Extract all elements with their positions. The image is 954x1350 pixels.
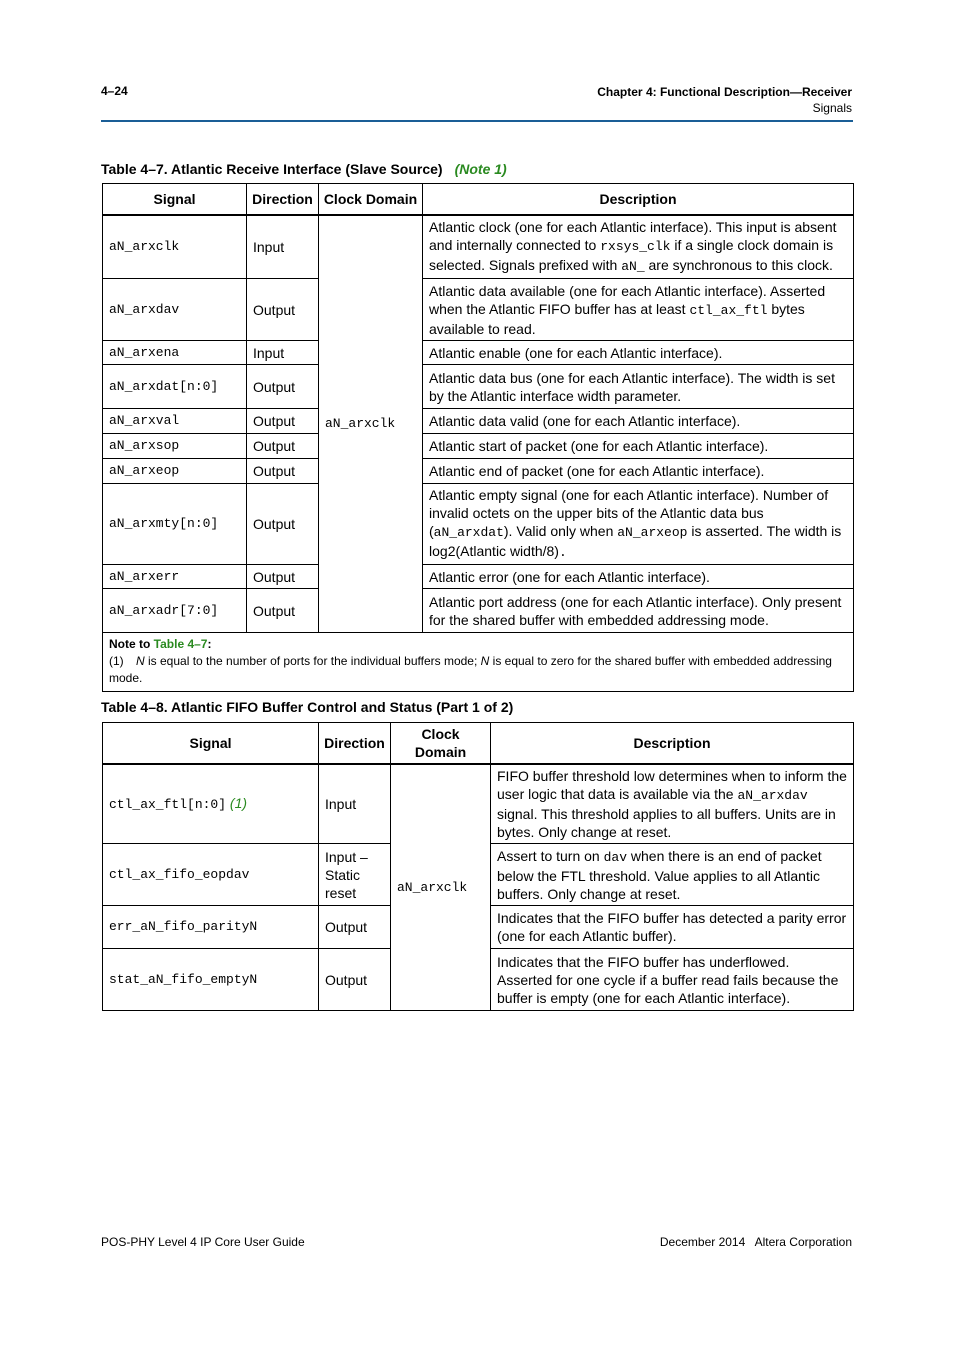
col-header-description: Description	[423, 184, 854, 216]
description-cell: Atlantic data bus (one for each Atlantic interface). The width is set by the Atlantic interface width parameter.	[423, 365, 854, 409]
description-cell: Atlantic empty signal (one for each Atlantic interface). Number of invalid octets on the upper bits of the Atlantic data bus (aN_arxdat). Valid only when aN_arxeop is asserted. The width is log2(Atlantic width/8).	[423, 484, 854, 565]
signal-note-link[interactable]: (1)	[229, 795, 248, 811]
table-notes	[103, 633, 854, 692]
table-row	[103, 459, 854, 484]
table-row	[103, 764, 854, 844]
description-cell: Atlantic start of packet (one for each Atlantic interface).	[423, 434, 854, 459]
running-header	[597, 84, 852, 116]
signal-cell: stat_aN_fifo_emptyN	[103, 949, 319, 1011]
header-rule	[101, 120, 853, 122]
table-7-notes-row	[103, 633, 854, 692]
direction-cell: Output	[247, 279, 319, 341]
signal-cell: aN_arxmty[n:0]	[103, 484, 247, 565]
signal-cell: aN_arxval	[103, 409, 247, 434]
signal-cell: ctl_ax_fifo_eopdav	[103, 844, 319, 906]
direction-cell: Output	[247, 365, 319, 409]
page-number: 4–24	[101, 84, 128, 98]
signal-cell: aN_arxsop	[103, 434, 247, 459]
signal-cell: err_aN_fifo_parityN	[103, 906, 319, 949]
col-header-clock-domain: Clock Domain	[319, 184, 423, 216]
description-cell: Atlantic enable (one for each Atlantic interface).	[423, 341, 854, 365]
table-row	[103, 341, 854, 365]
table-row	[103, 409, 854, 434]
signal-cell: aN_arxadr[7:0]	[103, 589, 247, 633]
table-8	[102, 722, 854, 1011]
direction-cell: Output	[247, 459, 319, 484]
note-1: (1) N is equal to the number of ports for the individual buffers mode; N is equal to zero for the shared buffer with embedded addressing mode.	[109, 654, 832, 685]
table-row	[103, 365, 854, 409]
description-cell: Atlantic end of packet (one for each Atlantic interface).	[423, 459, 854, 484]
signal-cell: aN_arxena	[103, 341, 247, 365]
description-cell: Atlantic data available (one for each Atlantic interface). Asserted when the Atlantic FIFO buffer has at least ctl_ax_ftl bytes available to read.	[423, 279, 854, 341]
description-cell: Atlantic clock (one for each Atlantic interface). This input is absent and internally connected to rxsys_clk if a single clock domain is selected. Signals prefixed with aN_ are synchronous to this clock.	[423, 215, 854, 279]
footer-guide-title: POS-PHY Level 4 IP Core User Guide	[101, 1235, 305, 1249]
col-header-description: Description	[491, 723, 854, 765]
col-header-direction: Direction	[247, 184, 319, 216]
table-7-note-link[interactable]: (Note 1)	[454, 161, 507, 177]
description-cell: Indicates that the FIFO buffer has detected a parity error (one for each Atlantic buffer).	[491, 906, 854, 949]
direction-cell: Output	[247, 565, 319, 589]
table-7	[102, 183, 854, 692]
table-8-header-row	[103, 723, 854, 765]
chapter-title: Chapter 4: Functional Description—Receiver	[597, 85, 852, 99]
direction-cell: Output	[319, 949, 391, 1011]
table-row	[103, 589, 854, 633]
direction-cell: Output	[247, 434, 319, 459]
direction-cell: Output	[247, 484, 319, 565]
table-row	[103, 279, 854, 341]
signal-cell: aN_arxeop	[103, 459, 247, 484]
table-row	[103, 484, 854, 565]
signal-cell: aN_arxdav	[103, 279, 247, 341]
signal-cell: aN_arxerr	[103, 565, 247, 589]
description-cell: Assert to turn on dav when there is an end of packet below the FTL threshold. Value applies to all Atlantic buffers. Only change at reset.	[491, 844, 854, 906]
direction-cell: Input	[319, 764, 391, 844]
direction-cell: Input	[247, 215, 319, 279]
signal-cell: ctl_ax_ftl[n:0] (1)	[103, 764, 319, 844]
section-title: Signals	[812, 101, 852, 115]
table-7-ref-link[interactable]: Table 4–7	[153, 637, 208, 651]
clock-domain-cell: aN_arxclk	[319, 215, 423, 633]
col-header-signal: Signal	[103, 184, 247, 216]
direction-cell: Input	[247, 341, 319, 365]
table-row	[103, 565, 854, 589]
signal-cell: aN_arxclk	[103, 215, 247, 279]
footer-date-company: December 2014 Altera Corporation	[659, 1235, 852, 1249]
description-cell: Atlantic port address (one for each Atlantic interface). Only present for the shared buffer with embedded addressing mode.	[423, 589, 854, 633]
table-row	[103, 434, 854, 459]
col-header-signal: Signal	[103, 723, 319, 765]
direction-cell: Input – Static reset	[319, 844, 391, 906]
col-header-direction: Direction	[319, 723, 391, 765]
description-cell: Atlantic error (one for each Atlantic interface).	[423, 565, 854, 589]
direction-cell: Output	[247, 409, 319, 434]
table-7-title: Table 4–7. Atlantic Receive Interface (Slave Source)	[101, 161, 443, 177]
description-cell: Indicates that the FIFO buffer has underflowed. Asserted for one cycle if a buffer read fails because the buffer is empty (one for each Atlantic interface).	[491, 949, 854, 1011]
clock-domain-cell: aN_arxclk	[391, 764, 491, 1011]
table-8-caption: Table 4–8. Atlantic FIFO Buffer Control and Status (Part 1 of 2)	[101, 699, 514, 715]
direction-cell: Output	[247, 589, 319, 633]
col-header-clock-domain: Clock Domain	[391, 723, 491, 765]
table-row	[103, 215, 854, 279]
signal-cell: aN_arxdat[n:0]	[103, 365, 247, 409]
table-7-header-row	[103, 184, 854, 216]
notes-heading: Note to Table 4–7:	[109, 637, 212, 651]
description-cell: FIFO buffer threshold low determines when to inform the user logic that data is available via the aN_arxdav signal. This threshold applies to all buffers. Units are in bytes. Only change at reset.	[491, 764, 854, 844]
description-cell: Atlantic data valid (one for each Atlantic interface).	[423, 409, 854, 434]
direction-cell: Output	[319, 906, 391, 949]
table-7-caption	[101, 161, 507, 177]
